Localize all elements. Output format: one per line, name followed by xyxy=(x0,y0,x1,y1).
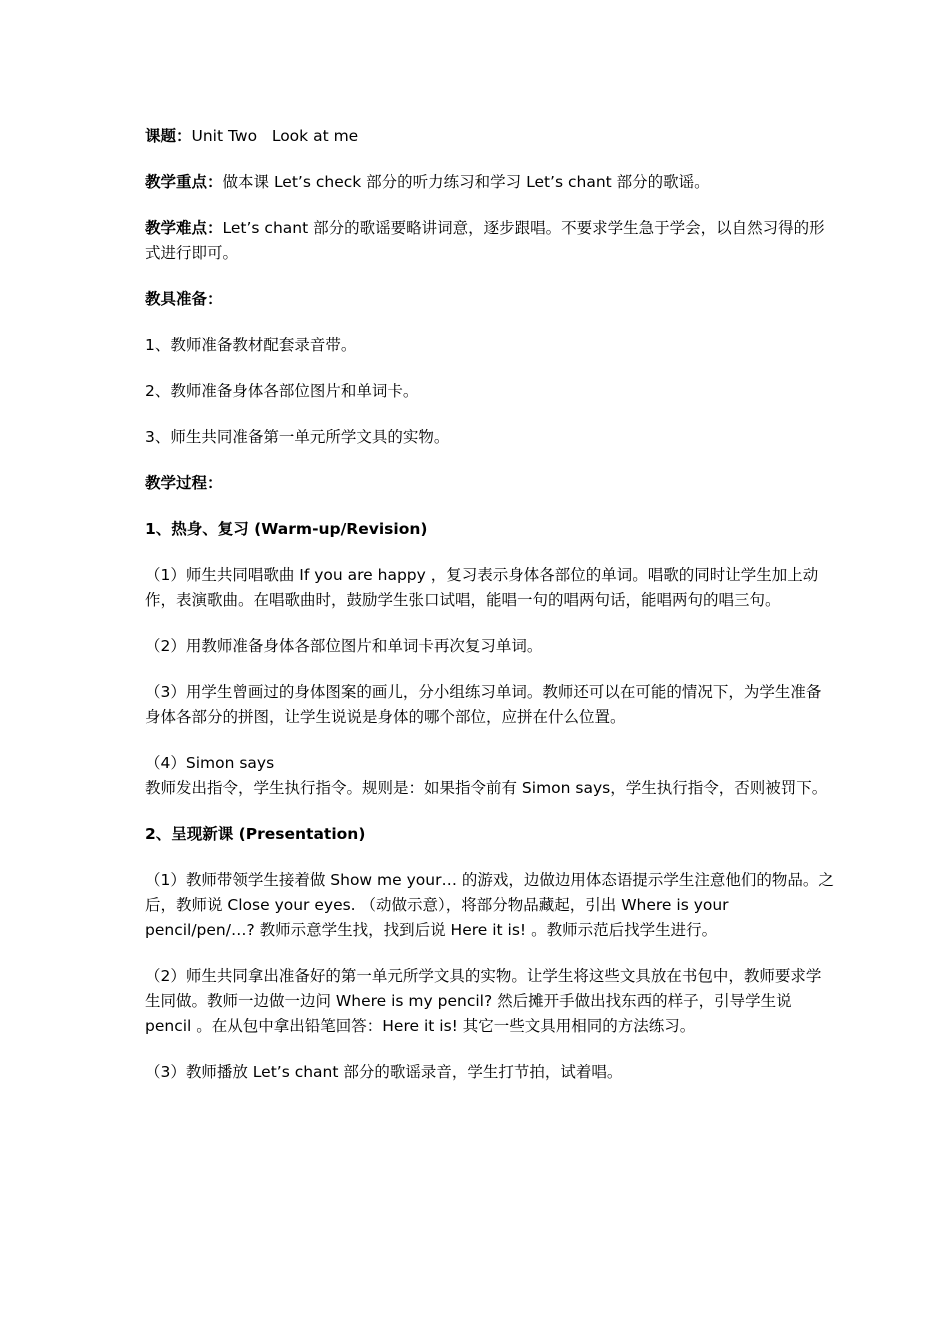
key-point-value: 做本课 Let’s check 部分的听力练习和学习 Let’s chant 部分的歌谣。 xyxy=(222,173,710,191)
presentation-heading: 2、呈现新课 (Presentation) xyxy=(145,825,366,843)
process-heading: 教学过程： xyxy=(145,474,223,492)
lesson-plan xyxy=(145,124,835,1106)
presentation-step: （2）师生共同拿出准备好的第一单元所学文具的实物。让学生将这些文具放在书包中，教师要求学生同做。教师一边做一边问 Where is my pencil? 然后摊开手做出找东西的样子，引导学生说 pencil 。在从包中拿出铅笔回答：Here it is! 其它一些文具用相同的方法练习。 xyxy=(145,967,822,1035)
warmup-step-4-text: 教师发出指令，学生执行指令。规则是：如果指令前有 Simon says，学生执行指令，否则被罚下。 xyxy=(145,779,828,797)
materials-heading: 教具准备： xyxy=(145,290,223,308)
difficulty-value: Let’s chant 部分的歌谣要略讲词意，逐步跟唱。不要求学生急于学会，以自然习得的形式进行即可。 xyxy=(145,219,825,262)
topic-value: Unit Two Look at me xyxy=(191,127,359,145)
materials-item: 3、师生共同准备第一单元所学文具的实物。 xyxy=(145,428,450,446)
warmup-heading: 1、热身、复习 (Warm-up/Revision) xyxy=(145,520,428,538)
key-point-line xyxy=(145,170,835,195)
materials-item: 2、教师准备身体各部位图片和单词卡。 xyxy=(145,382,419,400)
presentation-step: （3）教师播放 Let’s chant 部分的歌谣录音，学生打节拍，试着唱。 xyxy=(145,1063,623,1081)
warmup-step: （2）用教师准备身体各部位图片和单词卡再次复习单词。 xyxy=(145,637,543,655)
materials-item: 1、教师准备教材配套录音带。 xyxy=(145,336,357,354)
warmup-step: （3）用学生曾画过的身体图案的画儿，分小组练习单词。教师还可以在可能的情况下，为学生准备身体各部分的拼图，让学生说说是身体的哪个部位，应拼在什么位置。 xyxy=(145,683,822,726)
presentation-step: （1）教师带领学生接着做 Show me your… 的游戏，边做边用体态语提示学生注意他们的物品。之后，教师说 Close your eyes. （动做示意），将部分物品藏起，引出 Where is your pencil/pen/…? 教师示意学生找，找到后说 Here it is! 。教师示范后找学生进行。 xyxy=(145,871,834,939)
topic-line xyxy=(145,124,835,149)
key-point-label: 教学重点： xyxy=(145,173,223,191)
difficulty-line xyxy=(145,216,835,266)
difficulty-label: 教学难点： xyxy=(145,219,223,237)
topic-label: 课题： xyxy=(145,127,192,145)
warmup-step: （1）师生共同唱歌曲 If you are happy ，复习表示身体各部位的单词。唱歌的同时让学生加上动作，表演歌曲。在唱歌曲时，鼓励学生张口试唱，能唱一句的唱两句话，能唱两句的唱三句。 xyxy=(145,566,819,609)
warmup-step-4-title: （4）Simon says xyxy=(145,754,275,772)
